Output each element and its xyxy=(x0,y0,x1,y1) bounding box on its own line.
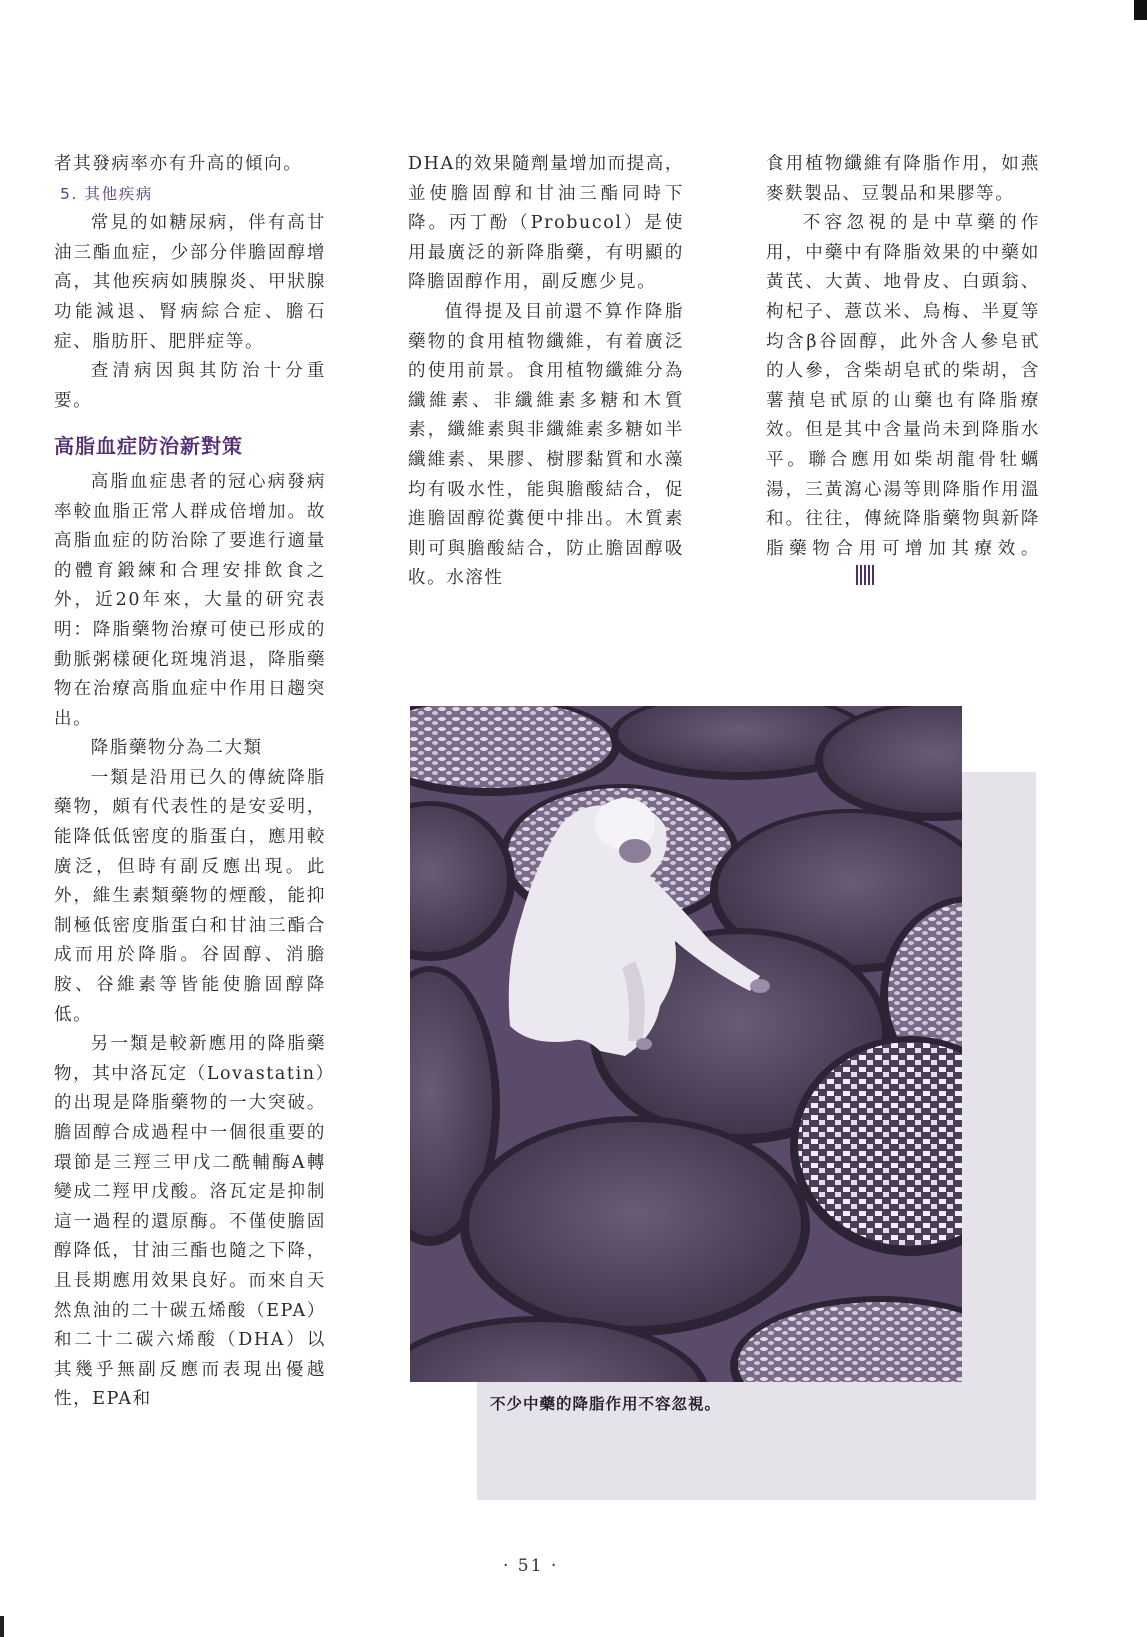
paragraph: DHA的效果隨劑量增加而提高，並使膽固醇和甘油三酯同時下降。丙丁酚（Probucol）是使用最廣泛的新降脂藥，有明顯的降膽固醇作用，副反應少見。 xyxy=(408,154,684,293)
edge-registration-mark xyxy=(0,1616,4,1637)
text-column-1 xyxy=(54,150,326,1415)
article-end-mark-icon xyxy=(856,565,874,585)
text-column-3 xyxy=(766,150,1040,594)
corner-registration-mark xyxy=(1134,0,1147,20)
paragraph: 常見的如糖尿病，伴有高甘油三酯血症，少部分伴膽固醇增高，其他疾病如胰腺炎、甲狀腺功能減退、腎病綜合症、膽石症、脂肪肝、肥胖症等。 xyxy=(54,213,326,352)
paragraph-text: 不容忽視的是中草藥的作用，中藥中有降脂效果的中藥如黃芪、大黃、地骨皮、白頭翁、枸杞子、薏苡米、烏梅、半夏等均含β谷固醇，此外含人參皂甙的人參，含柴胡皂甙的柴胡，含薯蕷皂甙原的山藥也有降脂療效。但是其中含量尚未到降脂水平。聯合應用如柴胡龍骨牡蠣湯，三黃瀉心湯等則降脂作用溫和。往往，傳統降脂藥物與新降脂藥物合用可增加其療效。 xyxy=(766,213,1040,559)
photo-caption: 不少中藥的降脂作用不容忽視。 xyxy=(490,1395,722,1413)
section-heading: 高脂血症防治新對策 xyxy=(54,434,243,459)
paragraph: 降脂藥物分為二大類 xyxy=(90,738,263,759)
paragraph: 食用植物纖維有降脂作用，如燕麥麩製品、豆製品和果膠等。 xyxy=(766,154,1040,204)
paragraph: 高脂血症患者的冠心病發病率較血脂正常人群成倍增加。故高脂血症的防治除了要進行適量的體育鍛練和合理安排飲食之外，近20年來，大量的研究表明：降脂藥物治療可使已形成的動脈粥樣硬化斑塊消退，降脂藥物在治療高脂血症中作用日趨突出。 xyxy=(54,471,326,729)
paragraph: 另一類是較新應用的降脂藥物，其中洛瓦定（Lovastatin）的出現是降脂藥物的一大突破。膽固醇合成過程中一個很重要的環節是三羥三甲戊二酰輔酶A轉變成二羥甲戊酸。洛瓦定是抑制這一過程的還原酶。不僅使膽固醇降低，甘油三酯也隨之下降，且長期應用效果良好。而來自天然魚油的二十碳五烯酸（EPA）和二十二碳六烯酸（DHA）以其幾乎無副反應而表現出優越性，EPA和 xyxy=(54,1034,326,1410)
paragraph: 值得提及目前還不算作降脂藥物的食用植物纖維，有着廣泛的使用前景。食用植物纖維分為纖維素、非纖維素多糖和木質素，纖維素與非纖維素多糖如半纖維素、果膠、樹膠黏質和水藻均有吸水性，能與膽酸結合，促進膽固醇從糞便中排出。木質素則可與膽酸結合，防止膽固醇吸收。水溶性 xyxy=(408,301,684,589)
page-number: · 51 · xyxy=(503,1556,559,1576)
text-column-2 xyxy=(408,150,684,594)
subheading-other-diseases: 5. 其他疾病 xyxy=(60,184,153,203)
paragraph: 一類是沿用已久的傳統降脂藥物，頗有代表性的是安妥明，能降低低密度的脂蛋白，應用較廣泛，但時有副反應出現。此外，維生素類藥物的煙酸，能抑制極低密度脂蛋白和甘油三酯合成而用於降脂。谷固醇、消膽胺、谷維素等皆能使膽固醇降低。 xyxy=(54,767,326,1025)
photo-herbs-drying xyxy=(410,706,962,1382)
paragraph xyxy=(766,209,1040,594)
paragraph: 者其發病率亦有升高的傾向。 xyxy=(54,154,303,174)
paragraph: 查清病因與其防治十分重要。 xyxy=(54,361,326,411)
